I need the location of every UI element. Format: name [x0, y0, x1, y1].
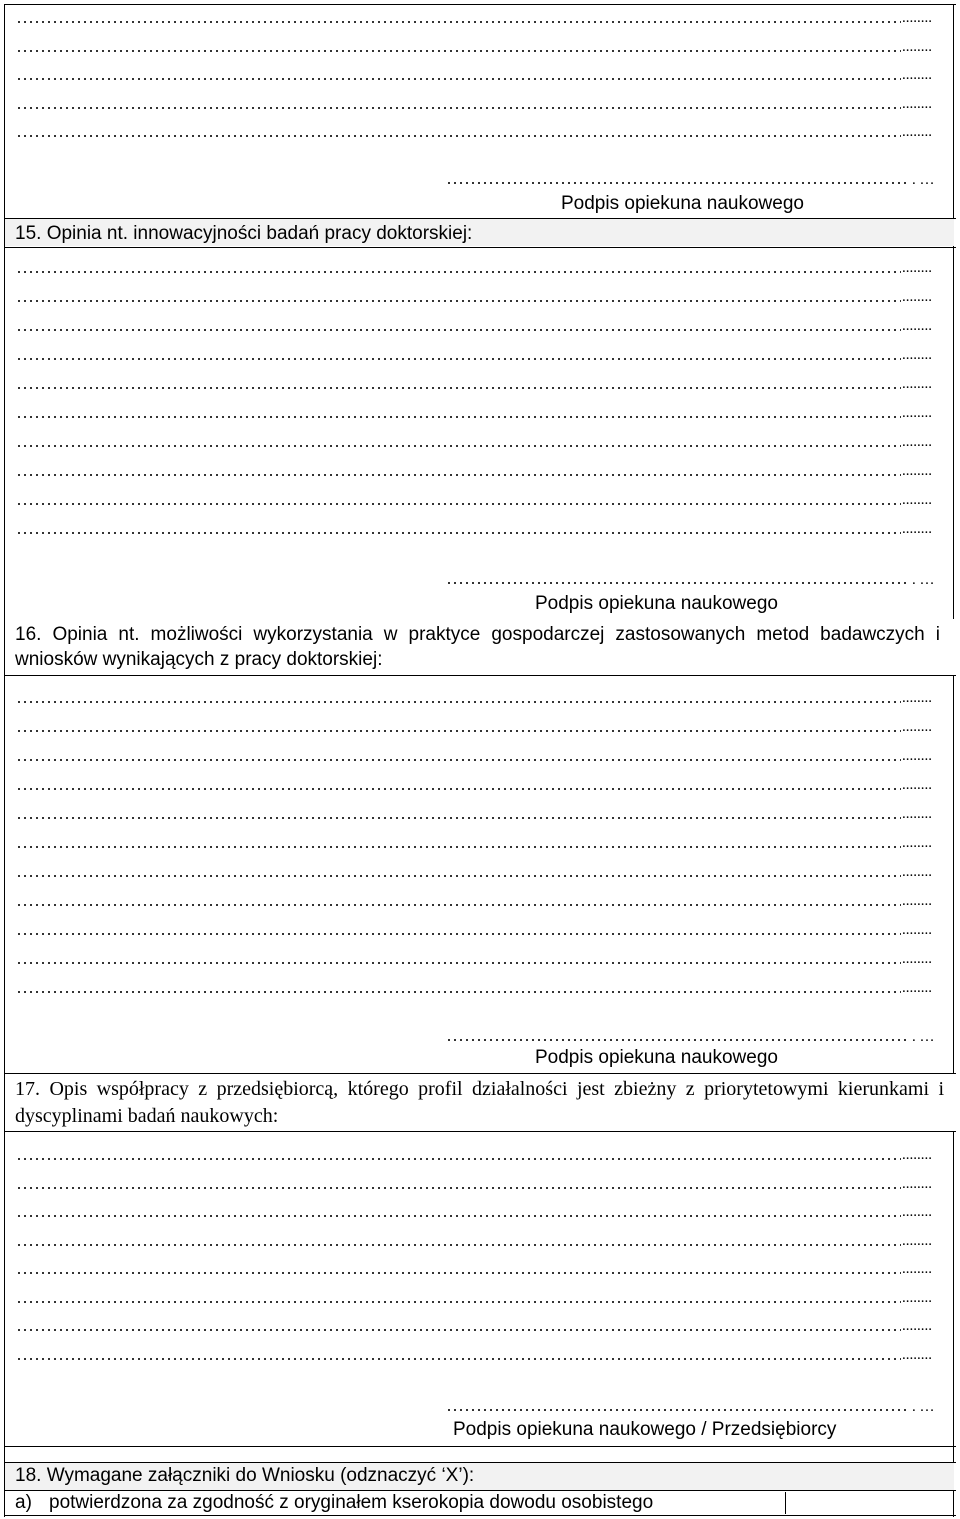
- dot-leader: [16, 891, 901, 907]
- dotted-answer-line[interactable]: [16, 8, 932, 28]
- dot-leader-tail: ........: [902, 95, 932, 112]
- dot-leader-tail: ........: [902, 434, 932, 450]
- dot-leader-tail: ........: [902, 864, 932, 880]
- dotted-answer-line[interactable]: [16, 374, 932, 394]
- dotted-answer-line[interactable]: [16, 94, 932, 114]
- dot-leader: [16, 1259, 901, 1275]
- dot-leader: [16, 287, 901, 303]
- dotted-answer-line[interactable]: [16, 37, 932, 57]
- dot-leader-tail: ........: [902, 777, 932, 793]
- section-divider: [4, 1490, 956, 1491]
- dot-leader-tail: ........: [902, 347, 932, 363]
- dot-leader: [16, 345, 901, 361]
- section-divider: [4, 1131, 956, 1132]
- dotted-answer-line[interactable]: [16, 122, 932, 142]
- dot-leader: [16, 833, 901, 849]
- dotted-answer-line[interactable]: [16, 949, 932, 969]
- signature-caption: Podpis opiekuna naukowego: [535, 1047, 778, 1068]
- dot-leader: [16, 519, 901, 535]
- dot-leader-tail: ........: [902, 1147, 932, 1163]
- section-divider: [4, 247, 956, 248]
- dot-leader-tail: ........: [902, 835, 932, 851]
- dot-leader: [16, 1288, 901, 1304]
- signature-line-tail: . …: [912, 1029, 935, 1045]
- dot-leader: [16, 1345, 901, 1361]
- section-15-header: [5, 219, 954, 246]
- frame-bottom-border: [4, 1515, 956, 1516]
- dot-leader: [16, 862, 901, 878]
- dotted-answer-line[interactable]: [16, 978, 932, 998]
- dot-leader: [16, 775, 901, 791]
- dot-leader: [16, 1202, 901, 1218]
- signature-line-tail: . …: [912, 572, 935, 588]
- signature-caption: Podpis opiekuna naukowego: [535, 593, 778, 614]
- dot-leader: [16, 316, 901, 332]
- dot-leader-tail: ........: [902, 1346, 932, 1363]
- section-16-header: [5, 619, 954, 675]
- dotted-answer-line[interactable]: [16, 316, 932, 336]
- dot-leader: [16, 94, 901, 110]
- dotted-answer-line[interactable]: [16, 461, 932, 481]
- dot-leader-tail: ........: [902, 10, 932, 26]
- dot-leader-tail: ........: [902, 260, 932, 276]
- dotted-answer-line[interactable]: [16, 432, 932, 452]
- dot-leader-tail: ........: [902, 1261, 932, 1277]
- dot-leader: [16, 1145, 901, 1161]
- section-divider: [4, 1446, 956, 1447]
- dotted-answer-line[interactable]: [16, 1288, 932, 1308]
- dotted-answer-line[interactable]: [16, 862, 932, 882]
- dot-leader: [16, 688, 901, 704]
- dot-leader: [16, 374, 901, 390]
- dot-leader: [16, 717, 901, 733]
- dot-leader-tail: ........: [902, 1232, 932, 1249]
- dotted-answer-line[interactable]: [16, 717, 932, 737]
- dot-leader: [16, 804, 901, 820]
- signature-caption: Podpis opiekuna naukowego: [561, 193, 804, 214]
- signature-caption: Podpis opiekuna naukowego / Przedsiębiorcy: [453, 1419, 837, 1440]
- dot-leader: [16, 1231, 901, 1247]
- dotted-answer-line[interactable]: [16, 403, 932, 423]
- dotted-answer-line[interactable]: [16, 1202, 932, 1222]
- dot-leader-tail: ........: [902, 690, 932, 706]
- dotted-answer-line[interactable]: [16, 746, 932, 766]
- section-16-title: Opinia nt. możliwości wykorzystania w praktyce gospodarczej zastosowanych metod badawczych i wniosków wynikających z pracy doktorskiej:: [15, 624, 940, 670]
- dot-leader-tail: ........: [902, 719, 932, 735]
- dotted-answer-line[interactable]: [16, 1145, 932, 1165]
- dot-leader: [16, 920, 901, 936]
- section-15-number: 15.: [15, 223, 42, 244]
- dot-leader-tail: ........: [902, 492, 932, 508]
- dotted-answer-line[interactable]: [16, 1231, 932, 1251]
- dot-leader: [16, 37, 901, 53]
- dot-leader-tail: ........: [902, 980, 932, 996]
- signature-line-tail: . …: [912, 1399, 935, 1415]
- dot-leader: [16, 1316, 901, 1332]
- dot-leader-tail: ........: [902, 1204, 932, 1220]
- dot-leader-tail: ........: [902, 1175, 932, 1192]
- dot-leader-tail: ........: [902, 893, 932, 909]
- dot-leader-tail: ........: [902, 521, 932, 537]
- dot-leader-tail: ........: [902, 124, 932, 140]
- dot-leader: [16, 65, 901, 81]
- dotted-answer-line[interactable]: [16, 65, 932, 85]
- dot-leader-tail: ........: [902, 806, 932, 822]
- attachment-item-letter: a): [15, 1492, 32, 1513]
- dot-leader: [16, 258, 901, 274]
- dot-leader: [16, 949, 901, 965]
- section-15-title: Opinia nt. innowacyjności badań pracy doktorskiej:: [46, 223, 473, 244]
- dot-leader: [16, 978, 901, 994]
- dot-leader-tail: ........: [902, 463, 932, 479]
- dot-leader: [16, 432, 901, 448]
- dot-leader-tail: ........: [902, 318, 932, 334]
- dot-leader-tail: ........: [902, 38, 932, 55]
- dot-leader-tail: ........: [902, 951, 932, 967]
- signature-line: [446, 1038, 910, 1042]
- frame-top-border: [4, 4, 956, 5]
- signature-line: [446, 581, 910, 585]
- dotted-answer-line[interactable]: [16, 1345, 932, 1365]
- signature-line: [446, 1408, 910, 1412]
- dotted-answer-line[interactable]: [16, 258, 932, 278]
- section-16-number: 16.: [15, 624, 42, 645]
- dot-leader: [16, 1174, 901, 1190]
- section-17-title: Opis współpracy z przedsiębiorcą, którego profil działalności jest zbieżny z priorytetowymi kierunkami i dyscyplinami badań naukowych:: [15, 1078, 945, 1127]
- dotted-answer-line[interactable]: [16, 804, 932, 824]
- dotted-answer-line[interactable]: [16, 1259, 932, 1279]
- dot-leader-tail: ........: [902, 748, 932, 764]
- dot-leader: [16, 8, 901, 24]
- dotted-answer-line[interactable]: [16, 1316, 932, 1336]
- section-17-number: 17.: [15, 1078, 40, 1100]
- section-divider: [4, 675, 956, 676]
- dotted-answer-line[interactable]: [16, 287, 932, 307]
- dotted-answer-line[interactable]: [16, 833, 932, 853]
- dot-leader: [16, 122, 901, 138]
- dot-leader-tail: ........: [902, 1289, 932, 1306]
- dotted-answer-line[interactable]: [16, 688, 932, 708]
- dot-leader-tail: ........: [902, 67, 932, 83]
- dot-leader-tail: ........: [902, 376, 932, 392]
- dotted-answer-line[interactable]: [16, 920, 932, 940]
- attachment-item-a: [5, 1492, 786, 1514]
- attachment-item-text: potwierdzona za zgodność z oryginałem kserokopia dowodu osobistego: [49, 1492, 654, 1513]
- attachment-a-checkbox[interactable]: [786, 1492, 954, 1514]
- dot-leader-tail: ........: [902, 922, 932, 938]
- signature-line: [446, 181, 910, 185]
- dot-leader: [16, 461, 901, 477]
- dot-leader-tail: ........: [902, 405, 932, 421]
- dotted-answer-line[interactable]: [16, 345, 932, 365]
- dotted-answer-line[interactable]: [16, 519, 932, 539]
- signature-line-tail: . …: [912, 172, 935, 188]
- attachments-heading: 18. Wymagane załączniki do Wniosku (odznaczyć ‘X’):: [15, 1465, 475, 1486]
- dot-leader: [16, 490, 901, 506]
- section-18-header: [5, 1463, 954, 1490]
- dot-leader: [16, 403, 901, 419]
- dot-leader-tail: ........: [902, 1318, 932, 1334]
- dotted-answer-line[interactable]: [16, 1174, 932, 1194]
- dotted-answer-line[interactable]: [16, 490, 932, 510]
- section-17-header: [5, 1074, 954, 1131]
- dotted-answer-line[interactable]: [16, 891, 932, 911]
- dotted-answer-line[interactable]: [16, 775, 932, 795]
- dot-leader: [16, 746, 901, 762]
- dot-leader-tail: ........: [902, 289, 932, 305]
